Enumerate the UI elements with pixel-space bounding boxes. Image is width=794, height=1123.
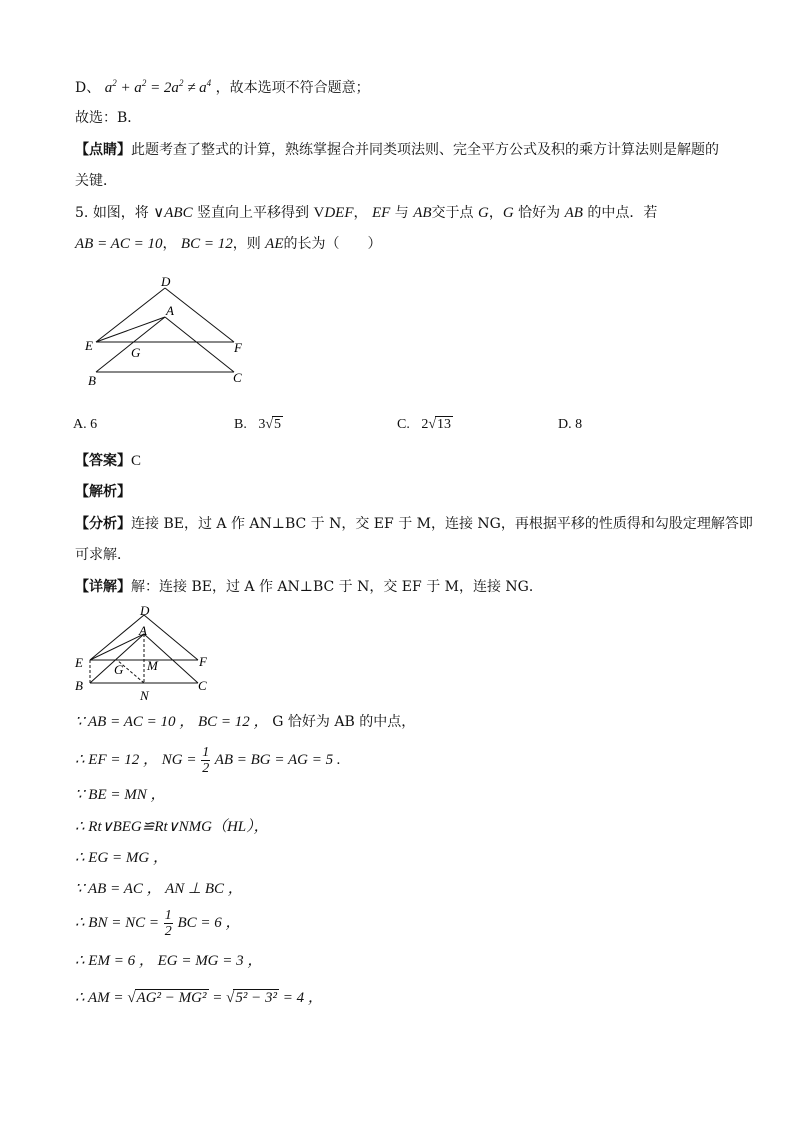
line-df-2 (144, 615, 198, 660)
condition-1: AB = AC = 10 (75, 236, 163, 252)
step-8: ∴ EM = 6 ， EG = MG = 3 ， (75, 953, 263, 969)
option-b-coef: 3 (258, 417, 266, 432)
label-d-2: D (140, 603, 150, 618)
step-1-b: G 恰好为 AB 的中点， (272, 714, 416, 730)
question-text-b: 竖直向上平移得到 (197, 205, 310, 221)
question-text-f: 恰好为 (518, 205, 561, 221)
label-f: F (234, 340, 242, 355)
question-line2-tail: ，则 (232, 236, 261, 252)
triangle-abc-name: ABC (164, 205, 193, 221)
option-d-tail: ，故本选项不符合题意； (215, 80, 370, 96)
option-b (234, 415, 283, 435)
step-9-radicand-2: 5² − 3² (235, 990, 277, 1006)
fraction-half (201, 745, 210, 776)
step-2 (75, 743, 341, 777)
question-line-1: 5. 如图，将 ∨ABC 竖直向上平移得到 VDEF， EF 与 AB交于点 G，G 恰好为 AB 的中点．若 (75, 205, 658, 221)
figure-1 (80, 272, 260, 392)
step-9-eq: = (212, 990, 223, 1006)
label-a-2: A (139, 623, 147, 638)
step-1 (75, 712, 415, 732)
label-b: B (88, 373, 96, 388)
step-1-a: ∵ AB = AC = 10 ， BC = 12 ， (75, 714, 269, 730)
fenxi-line-2: 可求解． (75, 547, 131, 563)
triangle-def-name: DEF (324, 205, 354, 221)
detail-tag: 【详解】 (75, 579, 131, 595)
option-d-previous (75, 73, 370, 98)
step-9 (75, 988, 323, 1008)
figure-2 (72, 603, 222, 703)
label-a: A (166, 303, 174, 318)
option-b-radicand: 5 (274, 417, 282, 432)
label-e: E (85, 338, 93, 353)
step-7-a: ∴ BN = NC = (75, 915, 159, 931)
question-text-g: 的中点．若 (587, 205, 658, 221)
label-n-2: N (140, 688, 149, 703)
comment-line-2: 关键． (75, 173, 117, 189)
question-line-2: AB = AC = 10， BC = 12，则 AE的长为（ ） (75, 236, 382, 252)
step-9-b: = 4 ， (282, 990, 323, 1006)
line-ac (165, 317, 234, 372)
step-3: ∵ BE = MN ， (75, 787, 166, 803)
fraction-num: 1 (202, 745, 210, 761)
label-c: C (233, 370, 242, 385)
segment-ae: AE (265, 236, 284, 252)
radical-sign-3: √ (127, 990, 136, 1006)
option-c-label: C. (397, 417, 410, 432)
triangle-def: VDEF (313, 205, 354, 221)
label-c-2: C (198, 678, 207, 693)
analysis-tag (75, 482, 131, 502)
step-5: ∴ EG = MG ， (75, 850, 168, 866)
question-line2-end: 的长为（ ） (283, 236, 382, 252)
step-6: ∵ AB = AC ， AN ⊥ BC ， (75, 881, 243, 897)
segment-ab: AB (413, 205, 432, 221)
step-9-a: ∴ AM = (75, 990, 124, 1006)
step-2-b: AB = BG = AG = 5 . (214, 752, 341, 768)
label-m-2: M (147, 658, 158, 673)
step-4: ∴ Rt∨BEG≌Rt∨NMG（HL）， (75, 819, 269, 835)
label-f-2: F (199, 654, 207, 669)
fenxi-tag: 【分析】 (75, 516, 131, 532)
detail-line-1 (75, 577, 543, 597)
option-c-coef: 2 (421, 417, 429, 432)
fraction-half-2 (164, 908, 173, 939)
segment-ab-2: AB (564, 205, 583, 221)
label-g-2: G (114, 662, 124, 677)
label-b-2: B (75, 678, 83, 693)
step-2-a: ∴ EF = 12 ， NG = (75, 752, 197, 768)
question-text-a: 如图，将 (92, 205, 149, 221)
step-9-radicand-1: AG² − MG² (136, 990, 207, 1006)
option-c (397, 415, 453, 435)
radical-sign: √ (265, 417, 274, 432)
label-e-2: E (75, 655, 83, 670)
answer-tag: 【答案】 (75, 453, 131, 469)
fraction-den-2: 2 (164, 924, 172, 940)
option-a: A. 6 (73, 417, 98, 432)
radical-sign-2: √ (428, 417, 437, 432)
triangle-abc: ∨ABC (153, 205, 193, 221)
question-number: 5. (75, 205, 89, 221)
point-g: G (477, 205, 489, 221)
comment-line-1 (75, 140, 719, 160)
formula-a-squared: $a^2 + a^2 = 2a^2 \ne a^4$ (104, 78, 212, 96)
radical-sign-4: √ (226, 990, 235, 1006)
option-d: D. 8 (558, 417, 583, 432)
step-7 (75, 906, 241, 940)
fraction-den: 2 (202, 761, 210, 777)
option-d-label: D、 (75, 80, 101, 96)
line-ae (96, 317, 165, 342)
comment-text-1: 此题考查了整式的计算，熟练掌握合并同类项法则、完全平方公式及积的乘方计算法则是解题的 (131, 142, 719, 158)
fenxi-text-1: 连接 BE，过 A 作 AN⊥BC 于 N，交 EF 于 M，连接 NG，再根据平移的性质得和勾股定理解答即 (131, 516, 753, 532)
question-text-e: 交于点 (431, 205, 474, 221)
line-df (165, 288, 234, 342)
comment-tag: 【点睛】 (75, 142, 131, 158)
line-de (96, 288, 165, 342)
point-g-2: G (502, 205, 514, 221)
question-text-d: 与 (394, 205, 409, 221)
label-d: D (161, 274, 171, 289)
question-text-c: ， (353, 205, 368, 221)
answer-value: C (131, 453, 142, 469)
answer-line (75, 451, 141, 471)
segment-ef: EF (371, 205, 391, 221)
analysis-tag-text: 【解析】 (75, 484, 131, 500)
fenxi-line-1 (75, 514, 753, 534)
label-g: G (131, 345, 141, 360)
option-b-label: B. (234, 417, 247, 432)
choose-line: 故选：B． (75, 110, 142, 126)
option-c-radicand: 13 (437, 417, 452, 432)
detail-text-1: 解：连接 BE，过 A 作 AN⊥BC 于 N，交 EF 于 M，连接 NG． (131, 579, 543, 595)
fraction-num-2: 1 (164, 908, 172, 924)
condition-2: BC = 12 (180, 236, 233, 252)
step-7-b: BC = 6 ， (177, 915, 241, 931)
